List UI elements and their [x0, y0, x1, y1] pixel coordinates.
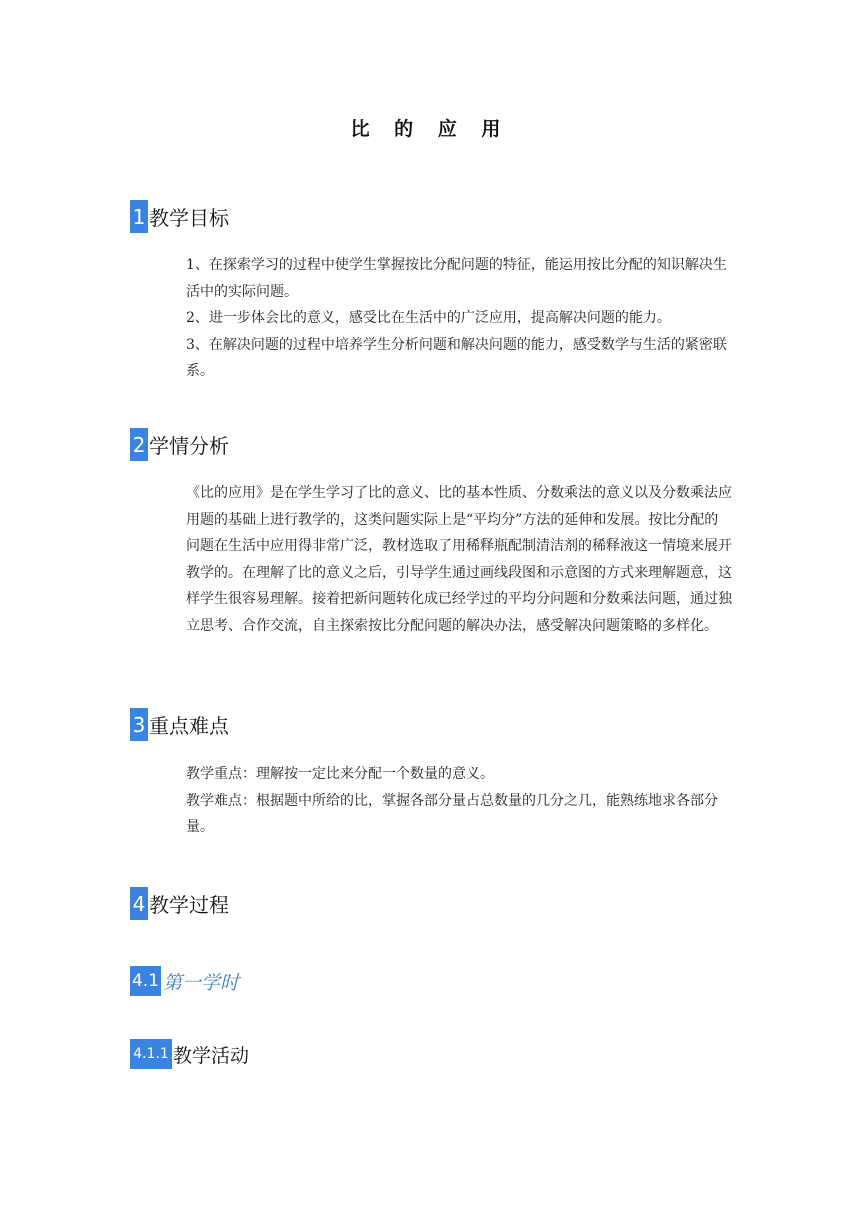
section-heading-objectives: [130, 200, 229, 233]
subsubsection-number: 4.1.1: [130, 1039, 172, 1069]
section-heading-process: [130, 887, 229, 920]
paragraph: 3、在解决问题的过程中培养学生分析问题和解决问题的能力，感受数学与生活的紧密联系。: [186, 336, 727, 379]
paragraph: 2、进一步体会比的意义，感受比在生活中的广泛应用，提高解决问题的能力。: [186, 310, 671, 326]
section-title: 学情分析: [149, 434, 229, 458]
subsubsection-heading-activities: [130, 1039, 249, 1069]
paragraph: 教学重点：理解按一定比来分配一个数量的意义。: [186, 766, 494, 782]
subsection-number: 4.1: [130, 966, 161, 996]
section-title: 教学目标: [149, 206, 229, 230]
section-number: 4: [130, 887, 148, 920]
section-body-analysis: [186, 480, 732, 639]
section-title: 教学过程: [149, 893, 229, 917]
section-title: 重点难点: [149, 714, 229, 738]
section-body-objectives: [186, 252, 732, 385]
section-number: 1: [130, 200, 148, 233]
subsubsection-title: 教学活动: [173, 1044, 250, 1067]
paragraph: 教学难点：根据题中所给的比，掌握各部分量占总数量的几分之几，能熟练地求各部分量。: [186, 792, 718, 835]
section-number: 2: [130, 428, 148, 461]
subsection-title: 第一学时: [163, 971, 240, 994]
section-number: 3: [130, 708, 148, 741]
page-title: 比 的 应 用: [350, 118, 510, 140]
paragraph: 1、在探索学习的过程中使学生掌握按比分配问题的特征，能运用按比分配的知识解决生活中的实际问题。: [186, 257, 727, 300]
subsection-heading-first-lesson: [130, 966, 239, 996]
section-heading-key-points: [130, 708, 229, 741]
section-heading-analysis: [130, 428, 229, 461]
section-body-key-points: [186, 761, 732, 841]
paragraph: 《比的应用》是在学生学习了比的意义、比的基本性质、分数乘法的意义以及分数乘法应用题的基础上进行教学的，这类问题实际上是“平均分”方法的延伸和发展。按比分配的问题在生活中应用得非常广泛，教材选取了用稀释瓶配制清洁剂的稀释液这一情境来展开教学的。在理解了比的意义之后，引导学生通过画线段图和示意图的方式来理解题意，这样学生很容易理解。接着把新问题转化成已经学过的平均分问题和分数乘法问题，通过独立思考、合作交流，自主探索按比分配问题的解决办法，感受解决问题策略的多样化。: [186, 485, 732, 634]
